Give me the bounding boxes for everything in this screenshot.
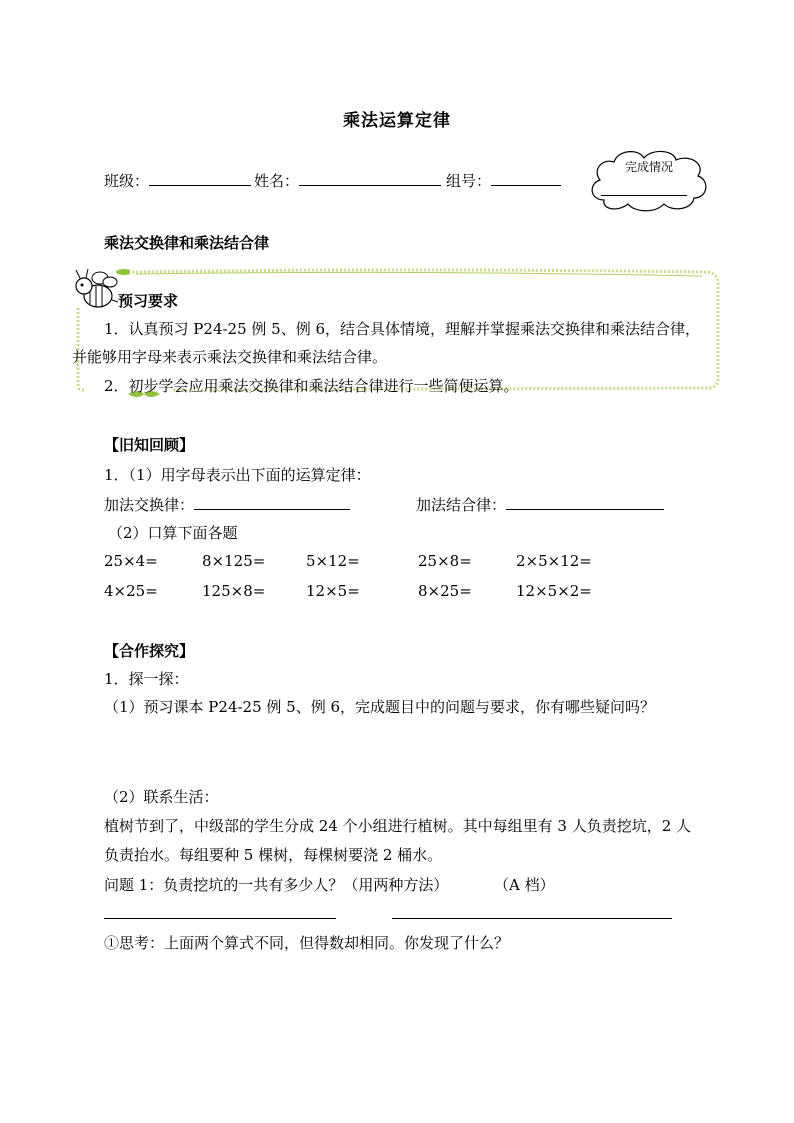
- completion-blank[interactable]: [601, 195, 687, 196]
- explore-heading: 【合作探究】: [104, 642, 195, 660]
- name-label: 姓名：: [254, 172, 300, 190]
- page-title: 乘法运算定律: [343, 111, 451, 131]
- review-q1: 1．（1）用字母表示出下面的运算定律：: [104, 466, 371, 484]
- add-associative-blank[interactable]: [506, 495, 664, 510]
- mental-math-item: 2×5×12=: [516, 552, 592, 570]
- problem-1-level: （A 档）: [494, 876, 555, 894]
- mental-math-item: 125×8=: [202, 582, 266, 600]
- class-blank[interactable]: [149, 171, 251, 186]
- name-field: [254, 170, 441, 191]
- mental-math-item: 12×5×2=: [516, 582, 592, 600]
- completion-label: 完成情况: [624, 160, 673, 174]
- think-question: ①思考：上面两个算式不同，但得数却相同。你发现了什么？: [104, 934, 510, 952]
- mental-math-row-1: [0, 552, 794, 572]
- class-field: [104, 170, 251, 191]
- mental-math-item: 25×8=: [418, 552, 472, 570]
- name-blank[interactable]: [299, 171, 441, 186]
- group-label: 组号：: [446, 172, 492, 190]
- mental-math-item: 25×4=: [104, 552, 158, 570]
- mental-math-item: 4×25=: [104, 582, 158, 600]
- requirement-2: 2．初步学会应用乘法交换律和乘法结合律进行一些简便运算。: [104, 377, 519, 395]
- explore-q1-2: （2）联系生活：: [104, 788, 219, 806]
- answer-blank-1[interactable]: [104, 918, 336, 919]
- add-associative-field: [416, 494, 664, 515]
- group-field: [446, 170, 561, 191]
- explore-q1: 1．探一探：: [104, 670, 189, 688]
- story-line-1: 植树节到了，中级部的学生分成 24 个小组进行植树。其中每组里有 3 人负责挖坑，2 人: [104, 817, 692, 835]
- problem-1: 问题 1：负责挖坑的一共有多少人？（用两种方法）: [104, 876, 449, 894]
- section-heading: 乘法交换律和乘法结合律: [104, 234, 270, 252]
- add-associative-label: 加法结合律：: [416, 496, 507, 514]
- answer-blank-2[interactable]: [392, 918, 672, 919]
- class-label: 班级：: [104, 172, 150, 190]
- mental-math-item: 8×125=: [202, 552, 266, 570]
- requirement-1-line-1: 1．认真预习 P24-25 例 5、例 6，结合具体情境，理解并掌握乘法交换律和乘法结合律，: [104, 320, 701, 338]
- review-q2: （2）口算下面各题: [108, 524, 238, 542]
- requirement-1-line-2: 并能够用字母来表示乘法交换律和乘法结合律。: [72, 348, 388, 366]
- mental-math-item: 12×5=: [306, 582, 360, 600]
- mental-math-item: 8×25=: [418, 582, 472, 600]
- mental-math-row-2: [0, 582, 794, 602]
- explore-q1-1: （1）预习课本 P24-25 例 5、例 6，完成题目中的问题与要求，你有哪些疑问吗？: [104, 698, 656, 716]
- mental-math-item: 5×12=: [306, 552, 360, 570]
- requirements-heading: 预习要求: [118, 292, 179, 310]
- add-commutative-blank[interactable]: [194, 495, 350, 510]
- add-commutative-field: [104, 494, 350, 515]
- completion-cloud: [584, 146, 714, 214]
- add-commutative-label: 加法交换律：: [104, 496, 195, 514]
- review-heading: 【旧知回顾】: [104, 436, 195, 454]
- story-line-2: 负责抬水。每组要种 5 棵树，每棵树要浇 2 桶水。: [104, 846, 443, 864]
- group-blank[interactable]: [491, 171, 561, 186]
